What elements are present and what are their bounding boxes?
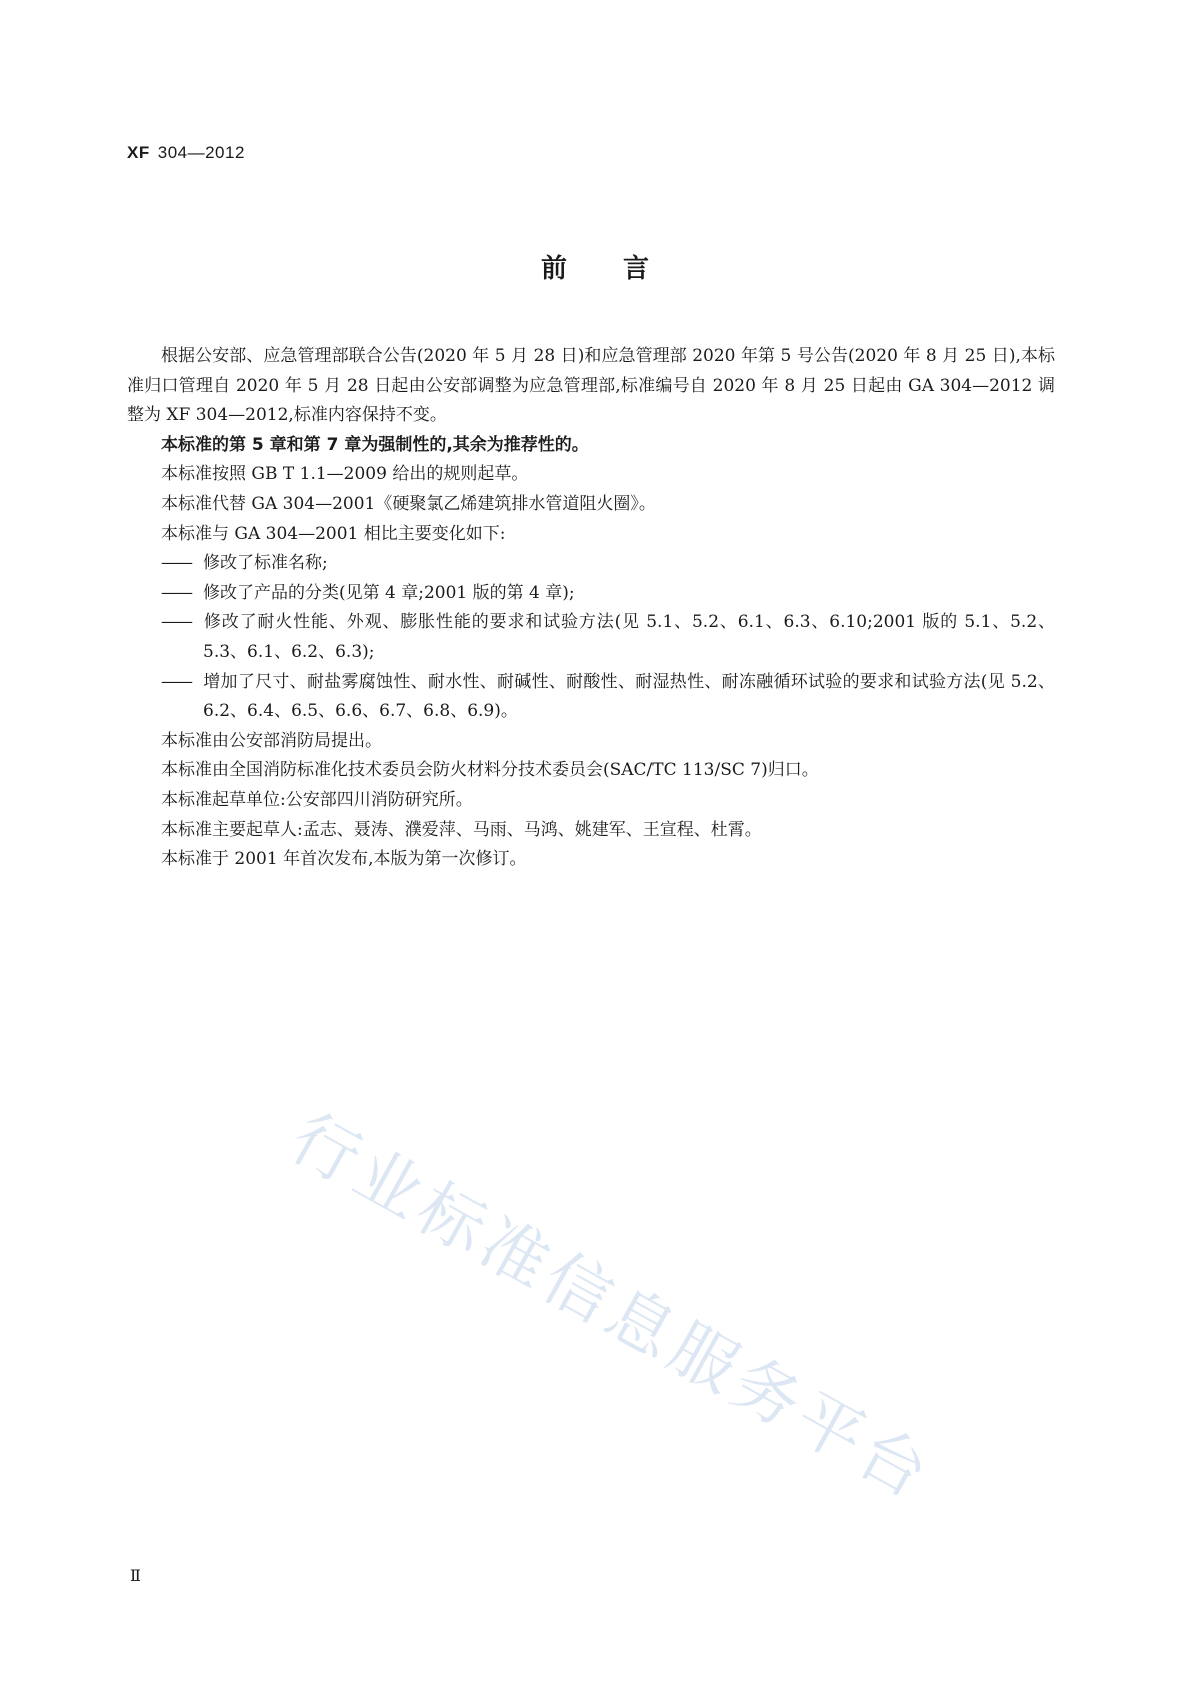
- list-dash: ——: [161, 553, 191, 574]
- standard-code: [127, 143, 245, 163]
- standard-code-number: 304—2012: [157, 143, 245, 162]
- list-item: [127, 608, 1055, 667]
- paragraph-replaces: 本标准代替 GA 304—2001《硬聚氯乙烯建筑排水管道阻火圈》。: [161, 493, 656, 514]
- list-dash: ——: [161, 582, 191, 603]
- paragraph-drafting-rules: 本标准按照 GB T 1.1—2009 给出的规则起草。: [161, 464, 529, 485]
- paragraph-drafters: 本标准主要起草人:孟志、聂涛、濮爱萍、马雨、马鸿、姚建军、王宣程、杜霄。: [161, 819, 762, 840]
- list-item-text: 增加了尺寸、耐盐雾腐蚀性、耐水性、耐碱性、耐酸性、耐湿热性、耐冻融循环试验的要求和试验方法(见 5.2、6.2、6.4、6.5、6.6、6.7、6.8、6.9)。: [203, 671, 1055, 722]
- paragraph-proposed-by: 本标准由公安部消防局提出。: [161, 730, 382, 751]
- list-item-text: 修改了耐火性能、外观、膨胀性能的要求和试验方法(见 5.1、5.2、6.1、6.3、6.10;2001 版的 5.1、5.2、5.3、6.1、6.2、6.3);: [203, 612, 1055, 662]
- paragraph-mandatory-chapters: 本标准的第 5 章和第 7 章为强制性的,其余为推荐性的。: [161, 434, 589, 455]
- standard-code-prefix: XF: [127, 143, 150, 162]
- foreword-body: [127, 342, 1055, 875]
- list-item: [127, 549, 1055, 579]
- list-item: [127, 668, 1055, 727]
- watermark: 行业标准信息服务平台: [278, 1099, 946, 1516]
- list-item-text: 修改了标准名称;: [203, 553, 328, 574]
- paragraph-announcement: 根据公安部、应急管理部联合公告(2020 年 5 月 28 日)和应急管理部 2020 年第 5 号公告(2020 年 8 月 25 日),本标准归口管理自 2020 年 5 月 28 日起由公安部调整为应急管理部,标准编号自 2020 年 8 月 25 日起由 GA 304—2012 调整为 XF 304—2012,标准内容保持不变。: [127, 346, 1055, 426]
- list-item: [127, 579, 1055, 609]
- page-number: Ⅱ: [130, 1566, 141, 1585]
- page-title: 前言: [540, 254, 705, 284]
- list-item-text: 修改了产品的分类(见第 4 章;2001 版的第 4 章);: [203, 582, 575, 603]
- list-dash: ——: [161, 612, 191, 633]
- changes-list: [127, 549, 1055, 727]
- paragraph-history: 本标准于 2001 年首次发布,本版为第一次修订。: [161, 849, 527, 870]
- paragraph-changes-intro: 本标准与 GA 304—2001 相比主要变化如下:: [161, 523, 506, 544]
- list-dash: ——: [161, 671, 191, 692]
- paragraph-drafting-unit: 本标准起草单位:公安部四川消防研究所。: [161, 789, 473, 810]
- paragraph-managed-by: 本标准由全国消防标准化技术委员会防火材料分技术委员会(SAC/TC 113/SC 7)归口。: [161, 760, 819, 781]
